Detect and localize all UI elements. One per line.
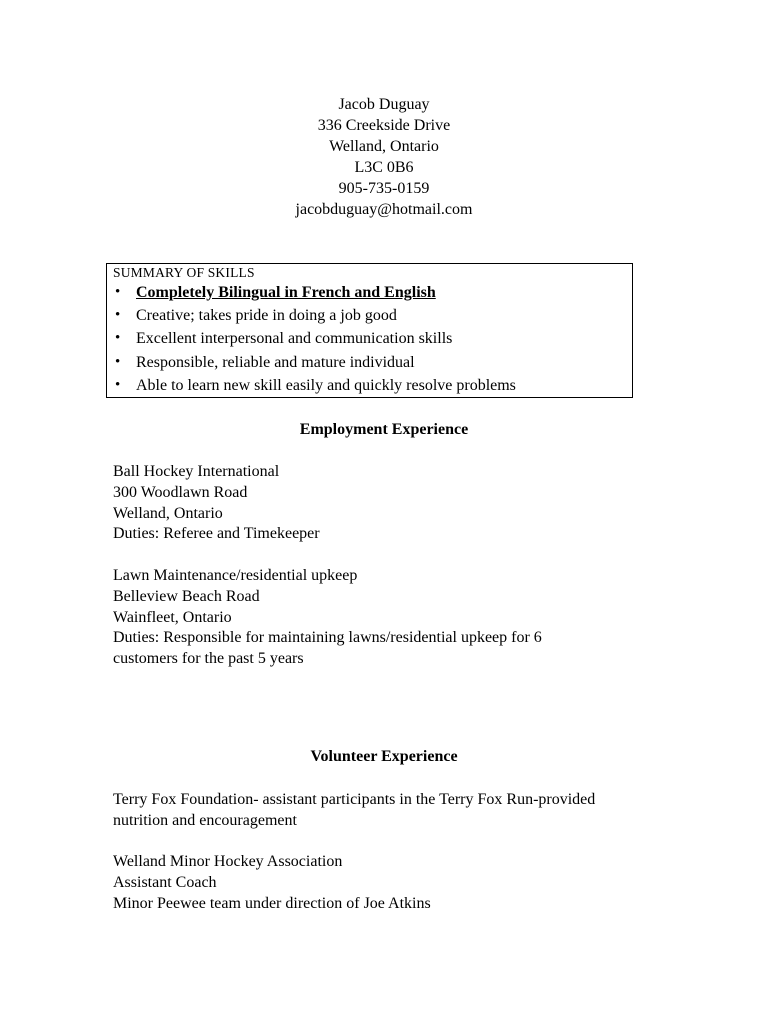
skills-list: [113, 281, 626, 397]
employer-name: Ball Hockey International: [113, 463, 280, 480]
employer-city: Welland, Ontario: [113, 504, 223, 522]
bullet-icon: •: [115, 376, 121, 393]
skill-item: [113, 327, 626, 350]
job-duties-continued: customers for the past 5 years: [113, 650, 304, 668]
volunteer-heading: Volunteer Experience: [310, 748, 458, 765]
skill-item: [113, 351, 626, 374]
applicant-name: Jacob Duguay: [338, 96, 430, 113]
volunteer-description-continued: nutrition and encouragement: [113, 811, 297, 829]
job-entry: [113, 462, 320, 545]
skill-item: [113, 281, 626, 304]
volunteer-entry: [113, 852, 431, 914]
email-address: jacobduguay@hotmail.com: [295, 201, 473, 218]
employment-heading: Employment Experience: [299, 421, 469, 438]
bullet-icon: •: [115, 353, 121, 370]
skill-item: [113, 374, 626, 397]
bullet-icon: •: [115, 307, 121, 324]
bullet-icon: •: [115, 284, 121, 300]
street-address: 336 Creekside Drive: [317, 117, 451, 134]
skills-summary-box: [106, 263, 633, 398]
volunteer-details: Minor Peewee team under direction of Joe Atkins: [113, 894, 431, 912]
employer-address: Belleview Beach Road: [113, 587, 260, 605]
job-duties: Duties: Responsible for maintaining lawns/residential upkeep for 6: [113, 629, 542, 647]
organization-name: Welland Minor Hockey Association: [113, 853, 343, 870]
job-duties: Duties: Referee and Timekeeper: [113, 525, 320, 543]
employer-address: 300 Woodlawn Road: [113, 483, 248, 501]
volunteer-entry: [113, 790, 595, 832]
postal-code: L3C 0B6: [354, 159, 414, 176]
contact-block: [0, 94, 768, 220]
skill-text: Able to learn new skill easily and quickly resolve problems: [136, 376, 516, 394]
skill-text: Responsible, reliable and mature individual: [136, 353, 415, 371]
skill-item: [113, 304, 626, 327]
job-entry: [113, 566, 542, 670]
skill-text: Excellent interpersonal and communication skills: [136, 330, 453, 348]
employer-city: Wainfleet, Ontario: [113, 608, 232, 626]
skill-text: Creative; takes pride in doing a job good: [136, 307, 397, 325]
bullet-icon: •: [115, 330, 121, 347]
employer-name: Lawn Maintenance/residential upkeep: [113, 567, 358, 584]
skills-heading: SUMMARY OF SKILLS: [113, 265, 255, 280]
skill-text: Completely Bilingual in French and English: [136, 284, 436, 301]
city-province: Welland, Ontario: [329, 138, 439, 155]
volunteer-role: Assistant Coach: [113, 873, 217, 891]
volunteer-description: Terry Fox Foundation- assistant participants in the Terry Fox Run-provided: [113, 791, 596, 808]
phone-number: 905-735-0159: [338, 180, 430, 197]
